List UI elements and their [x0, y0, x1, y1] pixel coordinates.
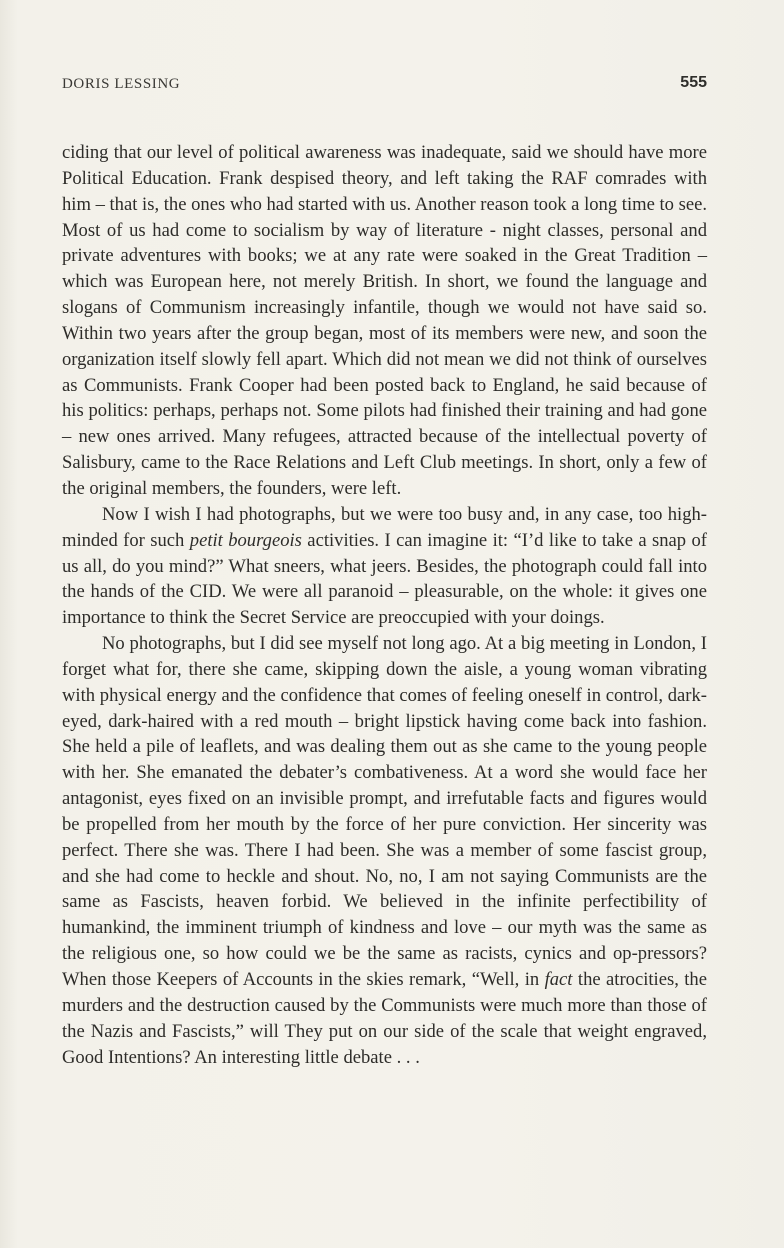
text-segment: No photographs, but I did see myself not long ago. At a big meeting in London, I forget what for, there she came, skipping down the aisle, a young woman vibrating with physical energy and the confidence that comes of feeling oneself in control, dark-eyed, dark-haired with a red mouth – bright lipstick having come back into fashion. She held a pile of leaflets, and was dealing them out as she came to the young people with her. She emanated the debater’s combativeness. At a word she would face her antagonist, eyes fixed on an invisible prompt, and irrefutable facts and figures would be propelled from her mouth by the force of her pure conviction. Her sincerity was perfect. There she was. There I had been. She was a member of some fascist group, and she had come to heckle and shout. No, no, I am not saying Communists are the same as Fascists, heaven forbid. We believed in the infinite perfectibility of humankind, the imminent triumph of kindness and love – our myth was the same as the religious one, so how could we be the same as racists, cynics and op-pressors? When those Keepers of Accounts in the skies remark, “Well, in: [62, 633, 707, 990]
paragraph: [62, 502, 707, 631]
text-segment: the atrocities, the murders and the destruction caused by the Communists were much more than those of the Nazis and Fascists,” will They put on our side of the scale that weight engraved, Good Intentions? An interesting little debate . . .: [62, 969, 707, 1068]
running-head: [62, 76, 707, 96]
italic-phrase: petit bourgeois: [189, 529, 302, 551]
text-segment: ciding that our level of political awareness was inadequate, said we should have more Political Education. Frank despised theory, and left taking the RAF comrades with him – that is, the ones who had started with us. Another reason took a long time to see. Most of us had come to socialism by way of literature - night classes, personal and private adventures with books; we at any rate were soaked in the Great Tradition – which was European here, not merely British. In short, we found the language and slogans of Communism increasingly infantile, though we would not have said so. Within two years after the group began, most of its members were new, and soon the organization itself slowly fell apart. Which did not mean we did not think of ourselves as Communists. Frank Cooper had been posted back to England, he said because of his politics: perhaps, perhaps not. Some pilots had finished their training and had gone – new ones arrived. Many refugees, attracted because of the intellectual poverty of Salisbury, came to the Race Relations and Left Club meetings. In short, only a few of the original members, the founders, were left.: [62, 142, 707, 499]
paragraph: [62, 631, 707, 1070]
italic-word: fact: [544, 969, 573, 990]
text-segment: Now I wish I had photographs, but we were too busy and, in any case, too high-minded for such: [62, 503, 707, 551]
body-text: [62, 140, 707, 1070]
text-segment: activities. I can imagine it: “I’d like to take a snap of us all, do you mind?” What sneers, what jeers. Besides, the photograph could fall into the hands of the CID. We were all paranoid – pleasurable, on the whole: it gives one importance to think the Secret Service are preoccupied with your doings.: [62, 529, 707, 629]
paragraph: [62, 140, 707, 502]
running-head-author: DORIS LESSING: [62, 76, 181, 92]
page-number: 555: [680, 74, 707, 91]
